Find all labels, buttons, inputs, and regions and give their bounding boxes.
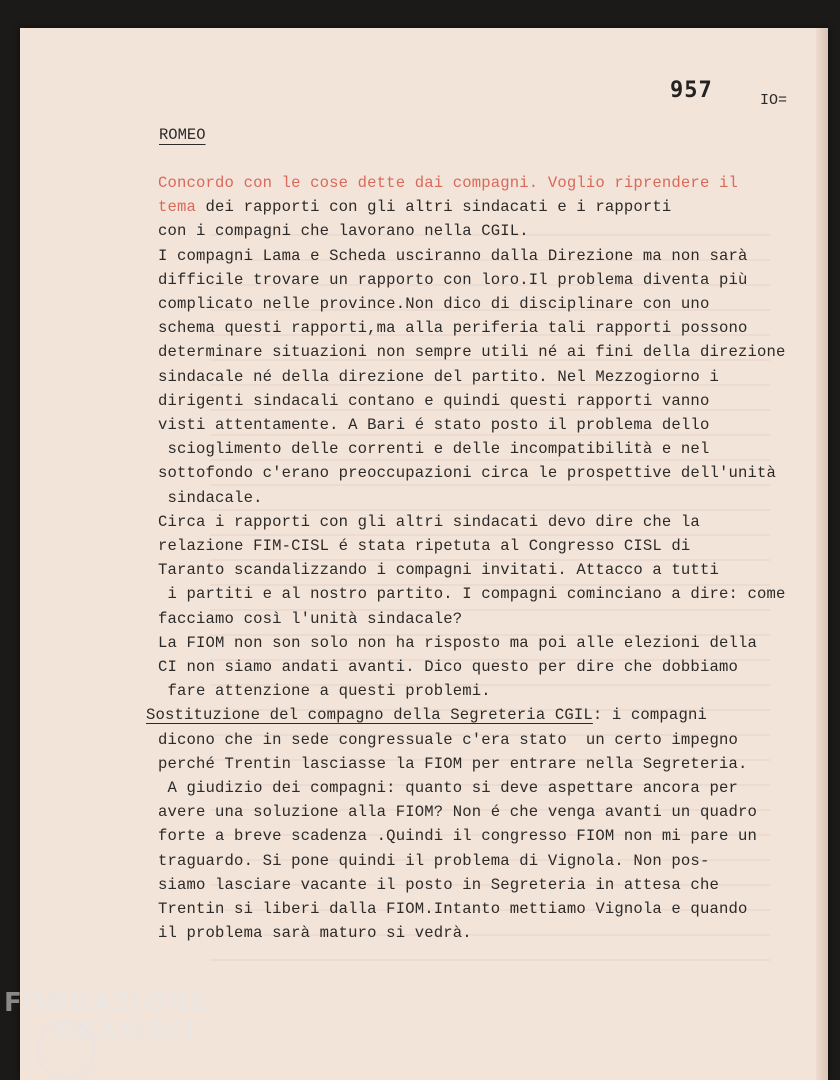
text-line [158, 464, 776, 482]
document-page [20, 28, 828, 1080]
typed-text: avere una soluzione alla FIOM? Non é che venga avanti un quadro [158, 803, 757, 822]
text-line [158, 295, 709, 313]
typed-text: A giudizio dei compagni: quanto si deve aspettare ancora per [158, 779, 738, 797]
text-line [158, 900, 747, 918]
text-line [158, 561, 719, 579]
typed-text: Trentin si liberi dalla FIOM.Intanto mettiamo Vignola e quando [158, 900, 748, 918]
text-line [158, 779, 738, 797]
sheet-number: IO= [760, 92, 788, 109]
typed-text: con i compagni che lavorano nella CGIL. [158, 222, 529, 241]
text-line [158, 658, 738, 676]
typed-text: il problema sarà maturo si vedrà. [158, 924, 472, 943]
text-line [158, 827, 757, 845]
typed-text: complicato nelle province.Non dico di disciplinare con uno [158, 295, 710, 313]
typed-text: dicono che in sede congressuale c'era stato un certo impegno [158, 730, 738, 749]
typed-text: CI non siamo andati avanti. Dico questo per dire che dobbiamo [158, 658, 738, 676]
typed-text: dei rapporti con gli altri sindacati e i rapporti [196, 198, 672, 217]
text-line [158, 247, 747, 265]
text-line [158, 852, 709, 870]
text-line [158, 755, 747, 773]
text-line [158, 368, 719, 386]
text-line [158, 222, 529, 240]
page-edge [816, 28, 828, 1080]
typed-text: sindacale. [158, 488, 263, 507]
text-line [158, 198, 671, 216]
text-line [158, 174, 738, 192]
text-line [146, 706, 707, 724]
text-line [158, 392, 709, 410]
typed-text: fare attenzione a questi problemi. [158, 682, 491, 701]
typed-text: relazione FIM-CISL é stata ripetuta al Congresso CISL di [158, 537, 691, 555]
typed-text: siamo lasciare vacante il posto in Segreteria in attesa che [158, 875, 719, 894]
typed-text: difficile trovare un rapporto con loro.Il problema diventa più [158, 270, 748, 289]
typed-text: Taranto scandalizzando i compagni invitati. Attacco a tutti [158, 561, 719, 580]
typed-text: i partiti e al nostro partito. I compagni cominciano a dire: come [158, 585, 786, 604]
page-number: 957 [670, 78, 713, 103]
typed-text: schema questi rapporti,ma alla periferia tali rapporti possono [158, 319, 748, 338]
text-line [158, 634, 757, 652]
typed-text: : i compagni [592, 706, 707, 725]
typed-text: perché Trentin lasciasse la FIOM per entrare nella Segreteria. [158, 754, 748, 773]
text-line [158, 440, 709, 458]
watermark-line1: FONDAZIONE [4, 988, 208, 1018]
typed-text: visti attentamente. A Bari é stato posto il problema dello [158, 416, 710, 434]
text-line [158, 731, 738, 749]
typed-text: sottofondo c'erano preoccupazioni circa le prospettive dell'unità [158, 464, 777, 483]
text-line [158, 271, 747, 289]
typed-text: determinare situazioni non sempre utili né ai fini della direzione [158, 343, 786, 362]
typed-text: I compagni Lama e Scheda usciranno dalla Direzione ma non sarà [158, 246, 748, 265]
text-line [158, 803, 757, 821]
red-typed-text: tema [158, 198, 197, 217]
text-line [158, 610, 462, 628]
watermark-line2: GRAMSCI [54, 1018, 196, 1048]
typed-text: La FIOM non son solo non ha risposto ma poi alle elezioni della [158, 633, 757, 652]
typed-text: scioglimento delle correnti e delle incompatibilità e nel [158, 440, 710, 459]
text-line [158, 585, 786, 603]
typed-text: Circa i rapporti con gli altri sindacati devo dire che la [158, 512, 700, 531]
typed-text: forte a breve scadenza .Quindi il congresso FIOM non mi pare un [158, 827, 757, 846]
typed-text: facciamo così l'unità sindacale? [158, 609, 463, 628]
typed-text: traguardo. Si pone quindi il problema di Vignola. Non pos- [158, 851, 710, 870]
text-line [158, 513, 700, 531]
red-typed-text: Concordo con le cose dette dai compagni. Voglio riprendere il [158, 174, 738, 192]
text-line [158, 489, 263, 507]
text-line [158, 682, 491, 700]
text-line [158, 876, 719, 894]
text-line [158, 319, 747, 337]
watermark-logo [4, 988, 207, 1048]
text-line [158, 924, 472, 942]
text-line [158, 416, 709, 434]
underlined-heading: Sostituzione del compagno della Segreteria CGIL [146, 706, 593, 725]
text-line [158, 537, 690, 555]
speaker-heading: ROMEO [159, 126, 206, 144]
typed-text: sindacale né della direzione del partito. Nel Mezzogiorno i [158, 367, 719, 386]
text-line [158, 343, 786, 361]
typed-text: dirigenti sindacali contano e quindi questi rapporti vanno [158, 391, 710, 410]
